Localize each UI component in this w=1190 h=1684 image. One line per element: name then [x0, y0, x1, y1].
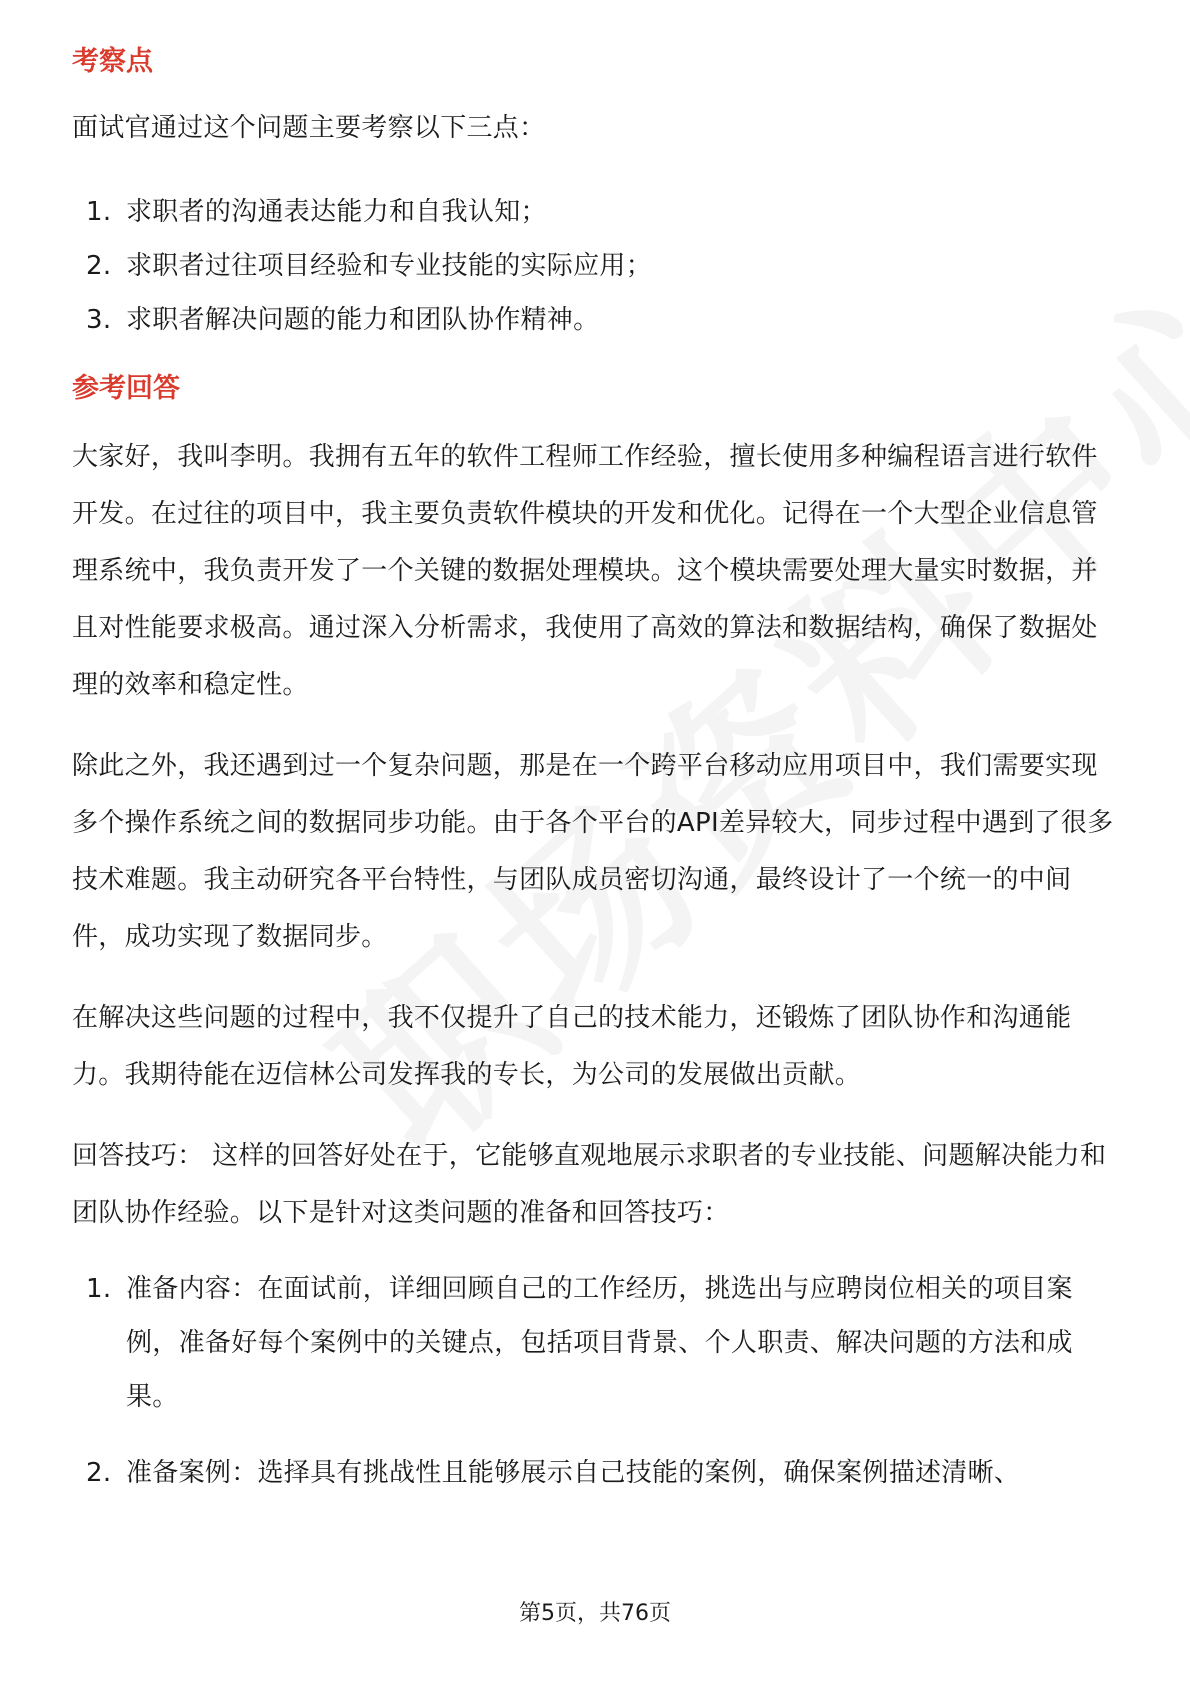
- answer-section-title: 参考回答: [72, 373, 180, 404]
- list-item: 1. 求职者的沟通表达能力和自我认知；: [86, 197, 547, 227]
- page-number-footer: 第5页，共76页: [519, 1601, 671, 1626]
- tips-list: [72, 1262, 1120, 1500]
- focus-list: [72, 185, 1120, 347]
- document-page: [72, 44, 1120, 1500]
- list-item: 2. 准备案例：选择具有挑战性且能够展示自己技能的案例，确保案例描述清晰、: [86, 1458, 1021, 1488]
- focus-section-title: 考察点: [72, 46, 153, 77]
- tips-intro: 回答技巧： 这样的回答好处在于，它能够直观地展示求职者的专业技能、问题解决能力和团队协作经验。以下是针对这类问题的准备和回答技巧：: [72, 1141, 1107, 1228]
- answer-paragraph: 在解决这些问题的过程中，我不仅提升了自己的技术能力，还锻炼了团队协作和沟通能力。我期待能在迈信林公司发挥我的专长，为公司的发展做出贡献。: [72, 1003, 1072, 1090]
- list-item: 2. 求职者过往项目经验和专业技能的实际应用；: [86, 251, 653, 281]
- list-item: 3. 求职者解决问题的能力和团队协作精神。: [86, 305, 600, 335]
- answer-paragraph: 除此之外，我还遇到过一个复杂问题，那是在一个跨平台移动应用项目中，我们需要实现多个操作系统之间的数据同步功能。由于各个平台的API差异较大，同步过程中遇到了很多技术难题。我主动研究各平台特性，与团队成员密切沟通，最终设计了一个统一的中间件，成功实现了数据同步。: [72, 751, 1114, 952]
- list-item: 1. 准备内容：在面试前，详细回顾自己的工作经历，挑选出与应聘岗位相关的项目案例，准备好每个案例中的关键点，包括项目背景、个人职责、解决问题的方法和成果。: [86, 1274, 1073, 1412]
- answer-paragraph: 大家好，我叫李明。我拥有五年的软件工程师工作经验，擅长使用多种编程语言进行软件开发。在过往的项目中，我主要负责软件模块的开发和优化。记得在一个大型企业信息管理系统中，我负责开发了一个关键的数据处理模块。这个模块需要处理大量实时数据，并且对性能要求极高。通过深入分析需求，我使用了高效的算法和数据结构，确保了数据处理的效率和稳定性。: [72, 442, 1098, 700]
- focus-intro: 面试官通过这个问题主要考察以下三点：: [72, 113, 546, 143]
